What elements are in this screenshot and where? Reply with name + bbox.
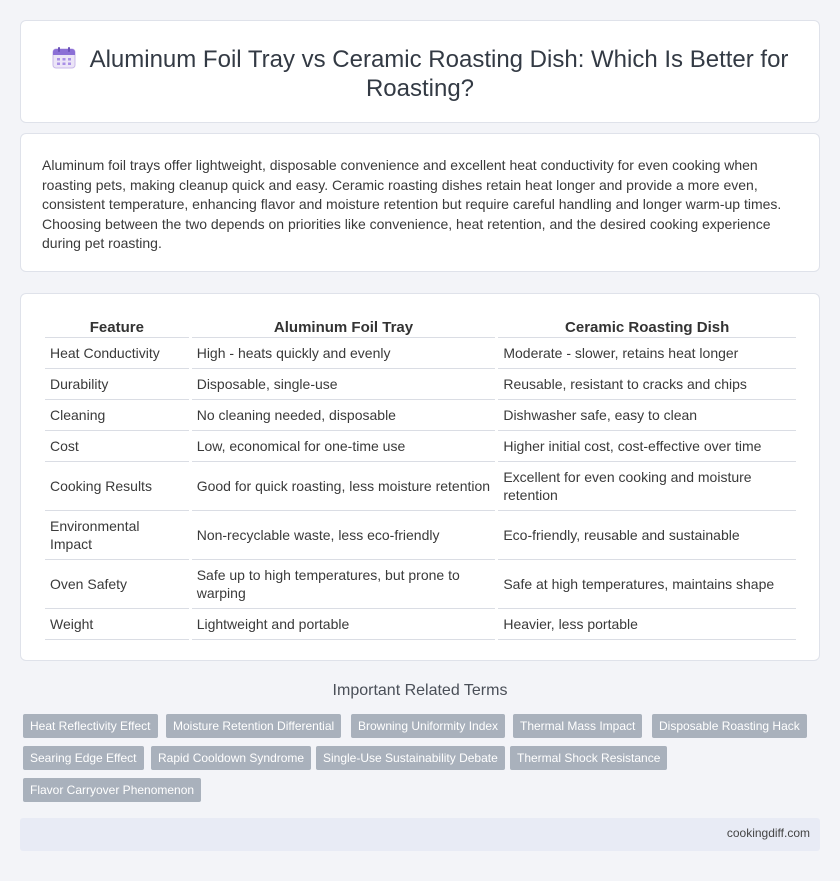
feature-cell: Heat Conductivity	[45, 338, 189, 369]
calendar-icon	[52, 46, 76, 70]
title-card	[20, 20, 820, 123]
table-row	[45, 511, 796, 560]
footer	[20, 818, 820, 851]
table-row	[45, 431, 796, 462]
feature-cell: Oven Safety	[45, 560, 189, 609]
ceramic-cell: Safe at high temperatures, maintains shape	[498, 560, 796, 609]
footer-site-link[interactable]: cookingdiff.com	[726, 826, 810, 840]
feature-cell: Cooking Results	[45, 462, 189, 511]
summary-card	[20, 133, 820, 272]
ceramic-cell: Heavier, less portable	[498, 609, 796, 640]
ceramic-cell: Reusable, resistant to cracks and chips	[498, 369, 796, 400]
table-row	[45, 560, 796, 609]
aluminum-cell: No cleaning needed, disposable	[192, 400, 496, 431]
table-row	[45, 338, 796, 369]
aluminum-cell: High - heats quickly and evenly	[192, 338, 496, 369]
table-row	[45, 609, 796, 640]
aluminum-cell: Good for quick roasting, less moisture retention	[192, 462, 496, 511]
ceramic-cell: Excellent for even cooking and moisture retention	[498, 462, 796, 511]
ceramic-cell: Moderate - slower, retains heat longer	[498, 338, 796, 369]
table-row	[45, 369, 796, 400]
aluminum-cell: Low, economical for one-time use	[192, 431, 496, 462]
feature-cell: Cost	[45, 431, 189, 462]
tag-searing-edge-effect[interactable]: Searing Edge Effect	[23, 746, 144, 770]
ceramic-cell: Higher initial cost, cost-effective over time	[498, 431, 796, 462]
comparison-table	[42, 317, 799, 640]
tag-heat-reflectivity-effect[interactable]: Heat Reflectivity Effect	[23, 714, 158, 738]
page-title: Aluminum Foil Tray vs Ceramic Roasting Dish: Which Is Better for Roasting?	[89, 46, 789, 102]
tag-moisture-retention-differential[interactable]: Moisture Retention Differential	[166, 714, 341, 738]
header-feature: Feature	[45, 317, 189, 338]
tag-single-use-sustainability-debate[interactable]: Single-Use Sustainability Debate	[316, 746, 505, 770]
table-row	[45, 462, 796, 511]
tag-thermal-mass-impact[interactable]: Thermal Mass Impact	[513, 714, 642, 738]
aluminum-cell: Disposable, single-use	[192, 369, 496, 400]
comparison-card	[20, 293, 820, 661]
summary-text: Aluminum foil trays offer lightweight, disposable convenience and excellent heat conductivity for even cooking when roasting pets, making cleanup quick and easy. Ceramic roasting dishes retain heat longer and provide a more even, consistent temperature, enhancing flavor and moisture retention but require careful handling and longer warm-up times. Choosing between the two depends on priorities like convenience, heat retention, and the desired cooking experience during pet roasting.	[42, 157, 782, 251]
related-terms-heading: Important Related Terms	[332, 682, 508, 699]
aluminum-cell: Non-recyclable waste, less eco-friendly	[192, 511, 496, 560]
table-header-row	[45, 317, 796, 338]
feature-cell: Weight	[45, 609, 189, 640]
feature-cell: Cleaning	[45, 400, 189, 431]
ceramic-cell: Dishwasher safe, easy to clean	[498, 400, 796, 431]
header-aluminum-foil-tray: Aluminum Foil Tray	[192, 317, 496, 338]
table-row	[45, 400, 796, 431]
tag-thermal-shock-resistance[interactable]: Thermal Shock Resistance	[510, 746, 667, 770]
tag-disposable-roasting-hack[interactable]: Disposable Roasting Hack	[652, 714, 807, 738]
feature-cell: Durability	[45, 369, 189, 400]
aluminum-cell: Lightweight and portable	[192, 609, 496, 640]
tag-rapid-cooldown-syndrome[interactable]: Rapid Cooldown Syndrome	[151, 746, 311, 770]
tag-flavor-carryover-phenomenon[interactable]: Flavor Carryover Phenomenon	[23, 778, 201, 802]
aluminum-cell: Safe up to high temperatures, but prone to warping	[192, 560, 496, 609]
header-ceramic-roasting-dish: Ceramic Roasting Dish	[498, 317, 796, 338]
tag-browning-uniformity-index[interactable]: Browning Uniformity Index	[351, 714, 505, 738]
feature-cell: Environmental Impact	[45, 511, 189, 560]
ceramic-cell: Eco-friendly, reusable and sustainable	[498, 511, 796, 560]
